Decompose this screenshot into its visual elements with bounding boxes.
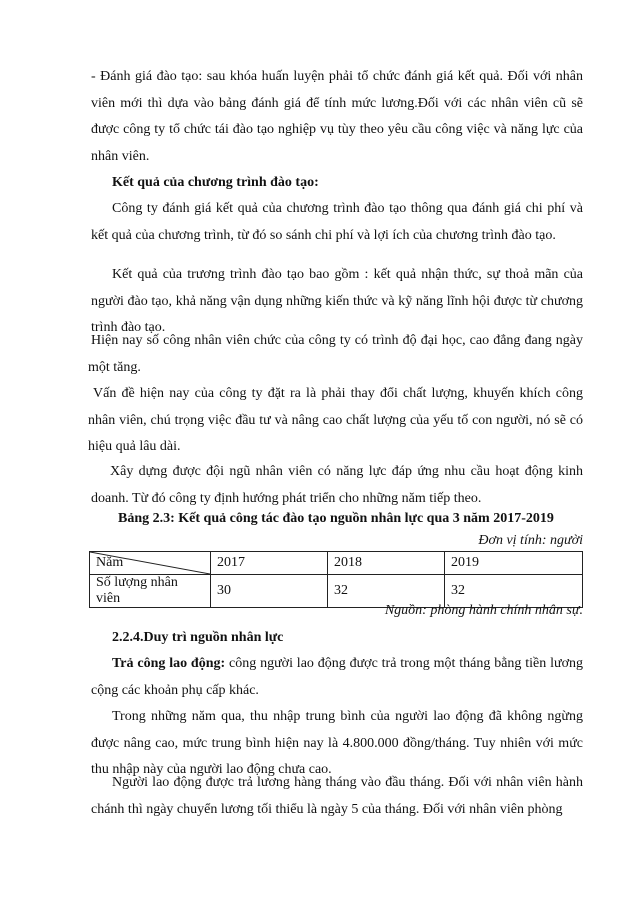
- table-header-cell: [90, 552, 211, 575]
- table-unit: Đơn vị tính: người: [478, 533, 583, 548]
- table-cell: Số lượng nhân viên: [90, 575, 211, 608]
- paragraph-cost-evaluation: Công ty đánh giá kết quả của chương trình đào tạo thông qua đánh giá chi phí và kết quả của chương trình, từ đó so sánh chi phí và lợi ích của chương trình đào tạo.: [91, 201, 583, 243]
- paragraph-staff-level: Hiện nay số công nhân viên chức của công ty có trình độ đại học, cao đẳng đang ngày một tăng.: [88, 333, 583, 375]
- table-cell: 30: [211, 575, 328, 608]
- paragraph-compensation: [91, 651, 583, 704]
- heading-training-results: Kết quả của chương trình đào tạo:: [112, 175, 319, 190]
- diagonal-line: [90, 552, 210, 574]
- header-year-label: Năm: [96, 555, 124, 570]
- paragraph-current-issue: Vấn đề hiện nay của công ty đặt ra là phải thay đổi chất lượng, khuyến khích công nhân viên, chú trọng việc đầu tư và nâng cao chất lượng của yếu tố con người, nó sẽ có hiệu quả lâu dài.: [88, 386, 583, 454]
- compensation-text: công người lao động được trả trong một tháng bằng tiền lương cộng các khoản phụ cấp khác.: [91, 656, 583, 698]
- table-caption: Bảng 2.3: Kết quả công tác đào tạo nguồn nhân lực qua 3 năm 2017-2019: [118, 511, 554, 526]
- table-header-cell: 2019: [445, 552, 583, 575]
- paragraph-income: Trong những năm qua, thu nhập trung bình của người lao động đã không ngừng được nâng cao, mức trung bình hiện nay là 4.800.000 đồng/tháng. Tuy nhiên với mức thu nhập này của người lao động chưa cao.: [91, 709, 583, 777]
- table-cell: 32: [445, 575, 583, 608]
- table-source: Nguồn: phòng hành chính nhân sự.: [384, 603, 583, 618]
- paragraph-payday: Người lao động được trả lương hàng tháng vào đầu tháng. Đối với nhân viên hành chánh thì ngày chuyển lương tối thiểu là ngày 5 của tháng. Đối với nhân viên phòng: [91, 775, 583, 817]
- paragraph-team-building: Xây dựng được đội ngũ nhân viên có năng lực đáp ứng nhu cầu hoạt động kinh doanh. Từ đó công ty định hướng phát triển cho những năm tiếp theo.: [91, 464, 583, 506]
- paragraph-training-outcomes: Kết quả của trương trình đào tạo bao gồm : kết quả nhận thức, sự thoả mãn của người đào tạo, khả năng vận dụng những kiến thức và kỹ năng lĩnh hội được từ chương trình đào tạo.: [91, 267, 583, 335]
- section-heading: 2.2.4.Duy trì nguồn nhân lực: [112, 630, 284, 645]
- table-header-cell: 2018: [328, 552, 445, 575]
- paragraph-evaluation: - Đánh giá đào tạo: sau khóa huấn luyện phải tổ chức đánh giá kết quả. Đối với nhân viên mới thì dựa vào bảng đánh giá để tính mức lương.Đối với các nhân viên cũ sẽ được công ty tổ chức tái đào tạo nghiệp vụ tùy theo yêu cầu công việc và năng lực của nhân viên.: [91, 69, 583, 164]
- table-header-row: [90, 552, 583, 575]
- compensation-label: Trả công lao động:: [112, 656, 226, 671]
- table-cell: 32: [328, 575, 445, 608]
- table-header-cell: 2017: [211, 552, 328, 575]
